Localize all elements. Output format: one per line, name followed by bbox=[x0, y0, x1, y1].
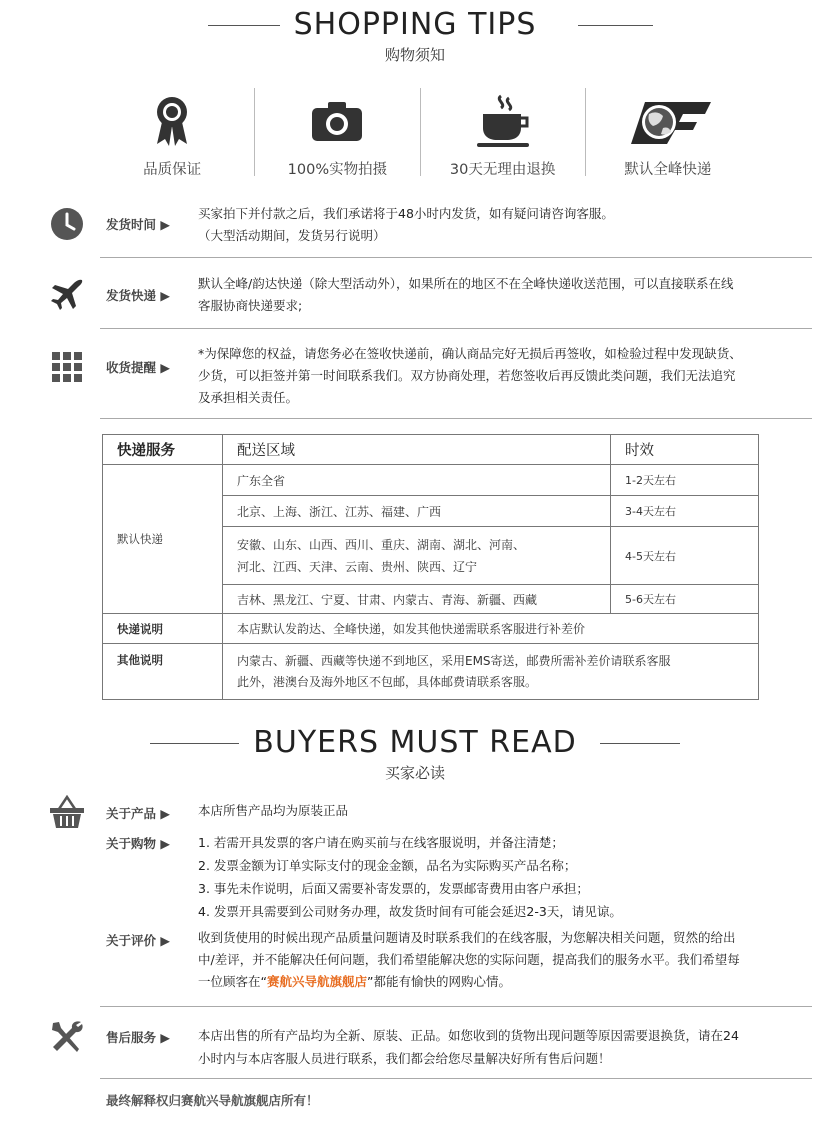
table-row bbox=[103, 465, 759, 496]
tip-label: 发货快递 ▶ bbox=[106, 288, 170, 303]
time-cell: 3-4天左右 bbox=[611, 496, 759, 527]
note-cell: 本店默认发韵达、全峰快递，如发其他快递需联系客服进行补差价 bbox=[223, 614, 759, 644]
review-text-post: ”都能有愉快的网购心情。 bbox=[367, 974, 511, 989]
section-line: 小时内与本店客服人员进行联系，我们都会给您尽量解决好所有售后问题！ bbox=[198, 1051, 611, 1066]
tip-shipping-time bbox=[48, 205, 812, 245]
tip-label: 发货时间 ▶ bbox=[106, 217, 170, 232]
feature-express bbox=[586, 88, 750, 180]
time-cell: 4-5天左右 bbox=[611, 527, 759, 585]
divider-line bbox=[100, 1078, 812, 1079]
tools-icon bbox=[48, 1018, 86, 1056]
table-header: 快递服务 bbox=[103, 435, 223, 465]
feature-quality bbox=[90, 88, 254, 180]
table-row bbox=[103, 614, 759, 644]
feature-row bbox=[90, 88, 750, 180]
tip-text bbox=[198, 273, 803, 317]
service-name: 其他说明 bbox=[103, 644, 223, 700]
tip-text-line: 及承担相关责任。 bbox=[198, 390, 299, 405]
section-line: 本店出售的所有产品均为全新、原装、正品。如您收到的货物出现问题等原因需要退换货，请在24 bbox=[198, 1028, 739, 1043]
tip-courier bbox=[48, 276, 812, 316]
heading-title-cn: 买家必读 bbox=[384, 764, 445, 782]
footer-note: 最终解释权归赛航兴导航旗舰店所有！ bbox=[106, 1093, 319, 1108]
camera-icon bbox=[255, 94, 419, 148]
area-cell: 广东全省 bbox=[223, 465, 611, 496]
shipping-table bbox=[102, 434, 759, 700]
section-line: 1. 若需开具发票的客户请在购买前与在线客服说明，并备注清楚； bbox=[198, 835, 564, 850]
area-line: 安徽、山东、山西、西川、重庆、湖南、湖北、河南、 bbox=[237, 537, 526, 552]
section-label: 关于评价 ▶ bbox=[106, 933, 170, 948]
tip-label: 收货提醒 ▶ bbox=[106, 360, 170, 375]
airplane-icon bbox=[48, 276, 86, 314]
heading-title-en: BUYERS MUST READ bbox=[239, 726, 590, 760]
section-line: 3. 事先未作说明，后面又需要补寄发票的，发票邮寄费用由客户承担； bbox=[198, 881, 589, 896]
buyers-heading bbox=[0, 726, 830, 783]
divider-line bbox=[100, 418, 812, 419]
divider-line bbox=[100, 328, 812, 329]
area-cell: 北京、上海、浙江、江苏、福建、广西 bbox=[223, 496, 611, 527]
service-name: 快递说明 bbox=[103, 614, 223, 644]
tip-text-line: 买家拍下并付款之后，我们承诺将于48小时内发货，如有疑问请咨询客服。 bbox=[198, 206, 614, 221]
section-text bbox=[198, 1024, 803, 1070]
feature-label: 品质保证 bbox=[143, 162, 202, 178]
grid-icon bbox=[48, 348, 86, 386]
section-purchase bbox=[48, 830, 812, 920]
heading-title-en: SHOPPING TIPS bbox=[280, 8, 551, 42]
globe-express-icon bbox=[586, 94, 750, 148]
coffee-cup-icon bbox=[420, 94, 584, 148]
heading-title-cn: 购物须知 bbox=[384, 46, 445, 64]
section-line: 2. 发票金额为订单实际支付的现金金额，品名为实际购买产品名称； bbox=[198, 858, 577, 873]
area-cell bbox=[223, 527, 611, 585]
feature-return bbox=[420, 88, 584, 180]
section-line: 中/差评，并不能解决任何问题，我们希望能解决您的实际问题，提高我们的服务水平。我们希望每 bbox=[198, 952, 740, 967]
time-cell: 5-6天左右 bbox=[611, 585, 759, 614]
time-cell: 1-2天左右 bbox=[611, 465, 759, 496]
section-text bbox=[198, 831, 803, 923]
clock-icon bbox=[48, 205, 86, 243]
basket-icon bbox=[48, 793, 86, 831]
divider-line bbox=[100, 257, 812, 258]
tip-receipt bbox=[48, 348, 812, 408]
service-name: 默认快递 bbox=[103, 465, 223, 614]
table-row bbox=[103, 644, 759, 700]
feature-label: 100%实物拍摄 bbox=[287, 162, 388, 178]
section-product bbox=[48, 795, 812, 831]
section-line: 收到货使用的时候出现产品质量问题请及时联系我们的在线客服，为您解决相关问题，贸然的给出 bbox=[198, 930, 736, 945]
divider-line bbox=[100, 1006, 812, 1007]
tip-text-line: 客服协商快递要求; bbox=[198, 298, 303, 313]
section-text: 本店所售产品均为原装正品 bbox=[198, 803, 349, 818]
heading-rule-right bbox=[600, 743, 680, 744]
tip-text-line: 默认全峰/韵达快递（除大型活动外），如果所在的地区不在全峰快递收送范围，可以直接联系在线 bbox=[198, 276, 734, 291]
shopping-tips-heading bbox=[0, 8, 830, 65]
feature-photo bbox=[255, 88, 419, 180]
tip-text bbox=[198, 343, 803, 409]
shop-name: 赛航兴导航旗舰店 bbox=[266, 974, 367, 989]
section-text bbox=[198, 927, 803, 993]
note-cell bbox=[223, 644, 759, 700]
review-text-pre: 一位顾客在“ bbox=[198, 974, 267, 989]
tip-text-line: 少货，可以拒签并第一时间联系我们。双方协商处理，若您签收后再反馈此类问题，我们无法追究 bbox=[198, 368, 736, 383]
area-cell: 吉林、黑龙江、宁夏、甘肃、内蒙古、青海、新疆、西藏 bbox=[223, 585, 611, 614]
heading-rule-left bbox=[150, 743, 240, 744]
award-ribbon-icon bbox=[90, 94, 254, 148]
section-label: 关于购物 ▶ bbox=[106, 836, 170, 851]
feature-label: 默认全峰快递 bbox=[624, 162, 712, 178]
section-line: 4. 发票开具需要到公司财务办理，故发货时间有可能会延迟2-3天，请见谅。 bbox=[198, 904, 622, 919]
table-header-row bbox=[103, 435, 759, 465]
tip-text bbox=[198, 203, 803, 247]
table-header: 时效 bbox=[611, 435, 759, 465]
feature-label: 30天无理由退换 bbox=[449, 162, 556, 178]
tip-text-line: （大型活动期间，发货另行说明） bbox=[198, 228, 386, 243]
section-label: 关于产品 ▶ bbox=[106, 806, 170, 821]
section-aftersale bbox=[48, 1018, 812, 1068]
note-line: 内蒙古、新疆、西藏等快递不到地区，采用EMS寄送，邮费所需补差价请联系客服 bbox=[237, 653, 671, 668]
section-label: 售后服务 ▶ bbox=[106, 1030, 170, 1045]
tip-text-line: *为保障您的权益，请您务必在签收快递前，确认商品完好无损后再签收，如检验过程中发现缺货、 bbox=[198, 346, 742, 361]
section-review bbox=[48, 925, 812, 991]
table-header: 配送区域 bbox=[223, 435, 611, 465]
note-line: 此外，港澳台及海外地区不包邮，具体邮费请联系客服。 bbox=[237, 674, 538, 689]
area-line: 河北、江西、天津、云南、贵州、陕西、辽宁 bbox=[237, 559, 478, 574]
section-line bbox=[198, 971, 803, 993]
heading-rule-right bbox=[578, 25, 653, 26]
